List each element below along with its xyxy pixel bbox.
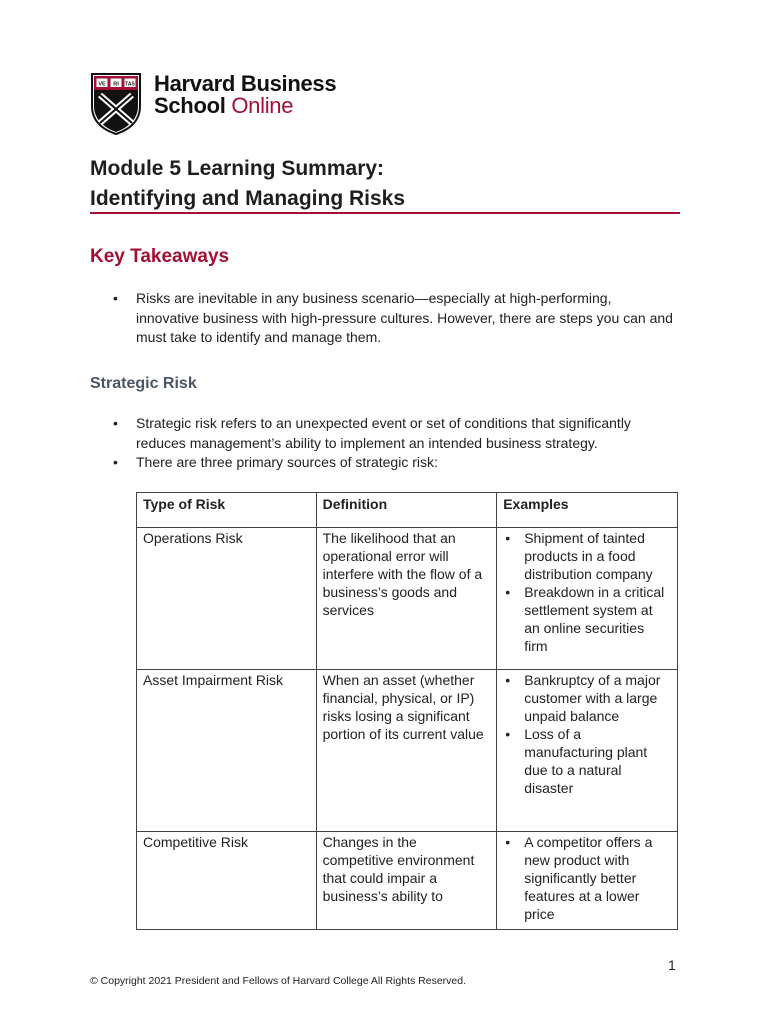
column-header: Type of Risk bbox=[137, 493, 317, 528]
key-takeaways-heading: Key Takeaways bbox=[90, 246, 230, 267]
risk-definition-cell: Changes in the competitive environment that could impair a business’s ability to bbox=[316, 832, 497, 930]
list-item: • There are three primary sources of strategic risk: bbox=[113, 453, 678, 473]
strategic-risk-heading: Strategic Risk bbox=[90, 375, 197, 392]
copyright-notice: © Copyright 2021 President and Fellows of Harvard College All Rights Reserved. bbox=[90, 975, 467, 987]
table-row bbox=[137, 670, 678, 832]
logo-school: School bbox=[154, 93, 226, 118]
risk-type-cell: Operations Risk bbox=[137, 528, 317, 670]
table-row bbox=[137, 528, 678, 670]
risk-definition-cell: The likelihood that an operational error will interfere with the flow of a business’s goods and services bbox=[316, 528, 497, 670]
column-header: Examples bbox=[497, 493, 678, 528]
risk-type-cell: Competitive Risk bbox=[137, 832, 317, 930]
risk-examples-cell bbox=[497, 670, 678, 832]
key-takeaways-list bbox=[113, 289, 678, 348]
title-line2: Identifying and Managing Risks bbox=[90, 187, 406, 210]
strategic-risk-list bbox=[113, 414, 678, 473]
logo-wordmark bbox=[154, 73, 336, 117]
logo-online: Online bbox=[231, 93, 294, 118]
shield-tile-text: VE bbox=[98, 81, 106, 88]
risk-examples-cell bbox=[497, 832, 678, 930]
risk-sources-table bbox=[136, 492, 678, 930]
shield-tile-text: RI bbox=[113, 81, 119, 88]
table-row bbox=[137, 832, 678, 930]
risk-type-cell: Asset Impairment Risk bbox=[137, 670, 317, 832]
risk-examples-cell bbox=[497, 528, 678, 670]
shield-tile-text: TAS bbox=[125, 81, 135, 88]
example-item: • Breakdown in a critical settlement system at an online securities firm bbox=[503, 583, 671, 655]
example-item: • Bankruptcy of a major customer with a large unpaid balance bbox=[503, 671, 671, 725]
example-item: • Loss of a manufacturing plant due to a natural disaster bbox=[503, 725, 671, 797]
risk-definition-cell: When an asset (whether financial, physical, or IP) risks losing a significant portion of its current value bbox=[316, 670, 497, 832]
column-header: Definition bbox=[316, 493, 497, 528]
logo-line1: Harvard Business bbox=[154, 71, 337, 96]
title-line1: Module 5 Learning Summary: bbox=[90, 157, 385, 180]
page-title bbox=[90, 154, 680, 214]
example-item: • Shipment of tainted products in a food distribution company bbox=[503, 529, 671, 583]
logo-line2 bbox=[154, 95, 336, 117]
page-number: 1 bbox=[668, 957, 676, 973]
list-item: • Risks are inevitable in any business scenario—especially at high-performing, innovative business with high-pressure cultures. However, there are steps you can and must take to identify and manage them. bbox=[113, 289, 678, 348]
title-divider bbox=[90, 212, 680, 214]
hbs-online-logo bbox=[90, 72, 350, 138]
list-item: • Strategic risk refers to an unexpected event or set of conditions that significantly reduces management’s ability to implement an intended business strategy. bbox=[113, 414, 678, 453]
table-header-row bbox=[137, 493, 678, 528]
harvard-shield-icon bbox=[90, 72, 142, 136]
example-item: • A competitor offers a new product with significantly better features at a lower price bbox=[503, 833, 671, 923]
